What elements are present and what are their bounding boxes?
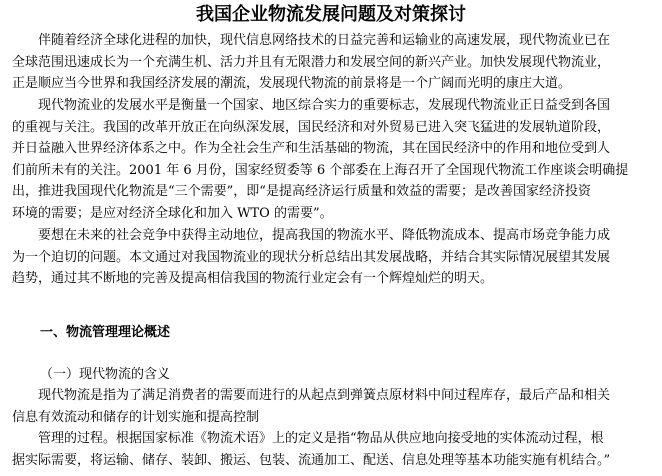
paragraph-definition [12, 385, 654, 428]
paragraph-development-level [12, 95, 654, 224]
text-line: 现代物流业的发展水平是衡量一个国家、地区综合实力的重要标志，发展现代物流业正日益受到各国 [38, 98, 611, 113]
text-line: 环境的需要；是应对经济全球化和加入 WTO 的需要”。 [12, 205, 333, 221]
text-line: 并日益融入世界经济体系之中。作为全社会生产和生活基础的物流，其在国民经济中的作用和地位受到人 [12, 141, 611, 156]
text-line: 管理的过程。根据国家标准《物流术语》上的定义是指“物品从供应地向接受地的实体流动过程，根 [38, 431, 604, 446]
text-line: 要想在未来的社会竞争中获得主动地位，提高我国的物流水平、降低物流成本、提高市场竞争能力成 [38, 228, 611, 243]
text-line: 趋势，通过其不断地的完善及提高相信我国的物流行业定会有一个辉煌灿烂的明天。 [12, 271, 494, 286]
section-heading: 一、物流管理理论概述 [40, 325, 171, 340]
text-line: 现代物流是指为了满足消费者的需要而进行的从起点到弹簧点原材料中间过程库存，最后产品和相关 [38, 388, 611, 403]
paragraph-standard-definition [12, 428, 654, 471]
text-line: 出，推进我国现代化物流是“三个需要”，即“是提高经济运行质量和效益的需要；是改善国家经济投资 [12, 184, 591, 199]
document-title: 我国企业物流发展问题及对策探讨 [196, 4, 466, 25]
text-line: 为一个迫切的问题。本文通过对我国物流业的现状分析总结出其发展战略，并结合其实际情况展望其发展 [12, 249, 611, 265]
text-line: 们前所未有的关注。2001 年 6 月份，国家经贸委等 6 个部委在上海召开了全国现代物流工作座谈会明确提 [12, 162, 629, 178]
text-line: 全球范围迅速成长为一个充满生机、活力并且有无限潜力和发展空间的新兴产业。加快发展现代物流业， [12, 54, 611, 70]
subsection-heading: （一）现代物流的含义 [40, 367, 171, 382]
text-line: 据实际需要，将运输、储存、装卸、搬运、包装、流通加工、配送、信息处理等基本功能实施有机结合。” [12, 452, 611, 468]
text-line: 正是顺应当今世界和我国经济发展的潮流，发展现代物流的前景将是一个广阔而光明的康庄大道。 [12, 76, 572, 91]
text-line: 的重视与关注。我国的改革开放正在向纵深发展，国民经济和对外贸易已进入突飞猛进的发展轨道阶段， [12, 119, 611, 135]
paragraph-intro [12, 30, 654, 95]
text-line: 信息有效流动和储存的计划实施和提高控制 [12, 409, 260, 425]
text-line: 伴随着经济全球化进程的加快，现代信息网络技术的日益完善和运输业的高速发展，现代物流业已在 [38, 33, 611, 48]
paragraph-competition [12, 225, 654, 290]
